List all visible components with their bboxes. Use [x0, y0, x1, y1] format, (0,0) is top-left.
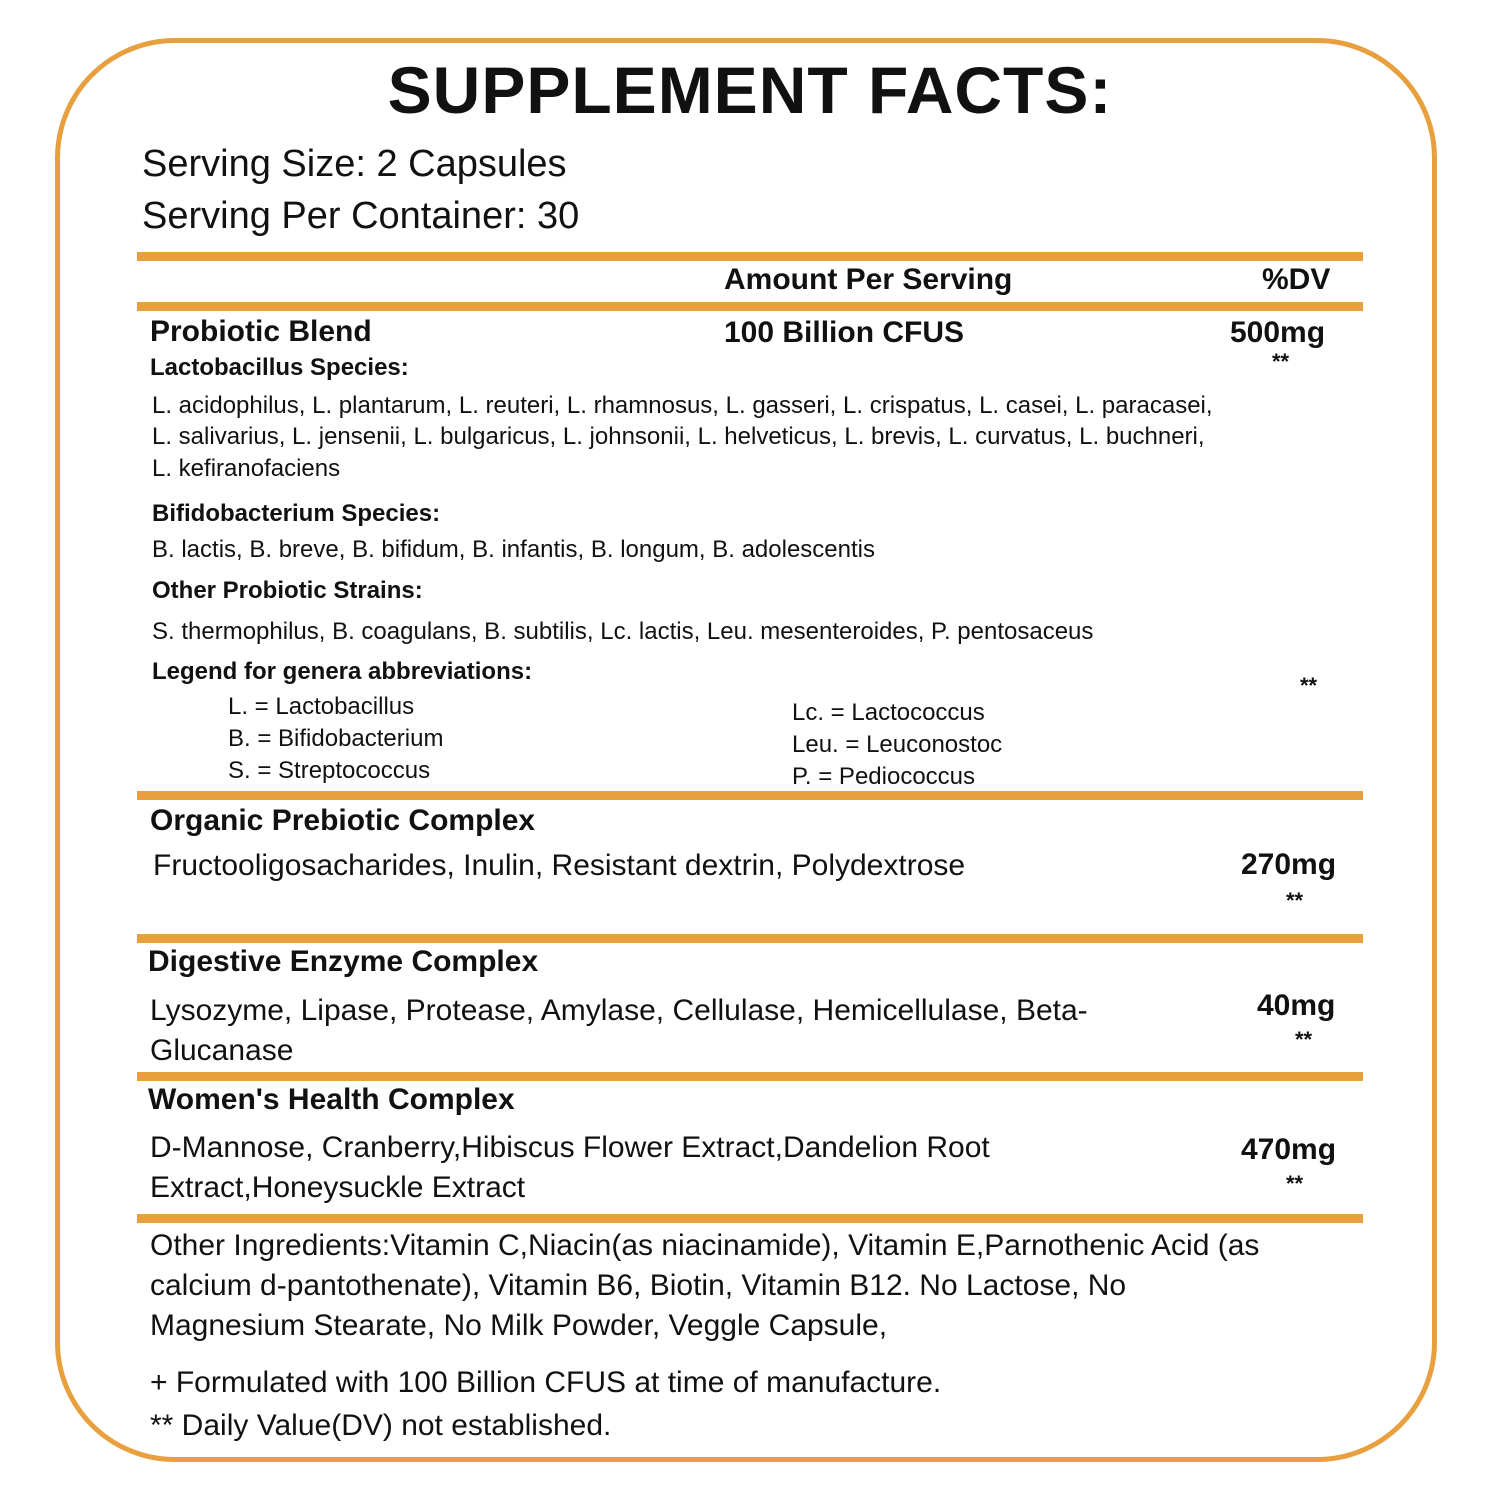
- other-strains-title: Other Probiotic Strains:: [152, 577, 423, 604]
- womens-dv: **: [1286, 1171, 1304, 1196]
- enzyme-amount: 40mg: [1257, 989, 1336, 1022]
- lactobacillus-line: L. kefiranofaciens: [152, 455, 341, 482]
- womens-amount: 470mg: [1241, 1133, 1337, 1166]
- enzyme-title: Digestive Enzyme Complex: [148, 945, 539, 978]
- divider-top: [137, 252, 1363, 261]
- probiotic-blend-title: Probiotic Blend: [150, 315, 372, 348]
- probiotic-amount: 500mg: [1230, 316, 1326, 349]
- other-ingredients-line: Magnesium Stearate, No Milk Powder, Veggle Capsule,: [150, 1309, 888, 1342]
- header-dv: %DV: [1262, 263, 1331, 296]
- lactobacillus-line: L. salivarius, L. jensenii, L. bulgaricus, L. johnsonii, L. helveticus, L. brevis, L. curvatus, L. buchneri,: [152, 423, 1205, 450]
- bifidobacterium-title: Bifidobacterium Species:: [152, 500, 441, 527]
- legend-item: Lc. = Lactococcus: [792, 699, 985, 726]
- prebiotic-dv: **: [1286, 888, 1304, 913]
- womens-line: Extract,Honeysuckle Extract: [150, 1171, 526, 1204]
- legend-item: P. = Pediococcus: [792, 763, 976, 790]
- legend-item: S. = Streptococcus: [228, 757, 431, 784]
- enzyme-dv: **: [1295, 1027, 1313, 1052]
- legend-dv: **: [1300, 673, 1318, 698]
- divider-prebiotic: [137, 934, 1363, 943]
- footnote-dv: ** Daily Value(DV) not established.: [150, 1409, 612, 1442]
- probiotic-dv: **: [1272, 349, 1290, 374]
- legend-item: B. = Bifidobacterium: [228, 725, 444, 752]
- divider-probiotic: [137, 791, 1363, 800]
- prebiotic-text: Fructooligosacharides, Inulin, Resistant dextrin, Polydextrose: [153, 849, 966, 882]
- probiotic-cfus: 100 Billion CFUS: [724, 316, 965, 349]
- servings-per-container: Serving Per Container: 30: [142, 195, 580, 237]
- legend-item: Leu. = Leuconostoc: [792, 731, 1003, 758]
- divider-enzyme: [137, 1072, 1363, 1081]
- divider-header: [137, 302, 1363, 311]
- other-ingredients-line: calcium d-pantothenate), Vitamin B6, Biotin, Vitamin B12. No Lactose, No: [150, 1269, 1127, 1302]
- legend-title: Legend for genera abbreviations:: [152, 658, 533, 685]
- prebiotic-amount: 270mg: [1241, 848, 1337, 881]
- divider-womens: [137, 1214, 1363, 1223]
- header-amount: Amount Per Serving: [724, 263, 1013, 296]
- prebiotic-title: Organic Prebiotic Complex: [150, 804, 536, 837]
- bifidobacterium-text: B. lactis, B. breve, B. bifidum, B. infantis, B. longum, B. adolescentis: [152, 536, 875, 563]
- lactobacillus-title: Lactobacillus Species:: [150, 354, 409, 381]
- other-ingredients-line: Other Ingredients:Vitamin C,Niacin(as niacinamide), Vitamin E,Parnothenic Acid (as: [150, 1229, 1260, 1262]
- womens-title: Women's Health Complex: [148, 1083, 515, 1116]
- legend-item: L. = Lactobacillus: [228, 693, 415, 720]
- lactobacillus-line: L. acidophilus, L. plantarum, L. reuteri, L. rhamnosus, L. gasseri, L. crispatus, L. casei, L. paracasei,: [152, 392, 1213, 419]
- enzyme-line: Lysozyme, Lipase, Protease, Amylase, Cellulase, Hemicellulase, Beta-: [150, 994, 1088, 1027]
- serving-size: Serving Size: 2 Capsules: [142, 143, 567, 185]
- enzyme-line: Glucanase: [150, 1034, 294, 1067]
- page-title: SUPPLEMENT FACTS:: [387, 53, 1113, 127]
- womens-line: D-Mannose, Cranberry,Hibiscus Flower Extract,Dandelion Root: [150, 1131, 990, 1164]
- other-strains-text: S. thermophilus, B. coagulans, B. subtilis, Lc. lactis, Leu. mesenteroides, P. pentosaceus: [152, 618, 1094, 645]
- footnote-cfus: + Formulated with 100 Billion CFUS at time of manufacture.: [150, 1366, 942, 1399]
